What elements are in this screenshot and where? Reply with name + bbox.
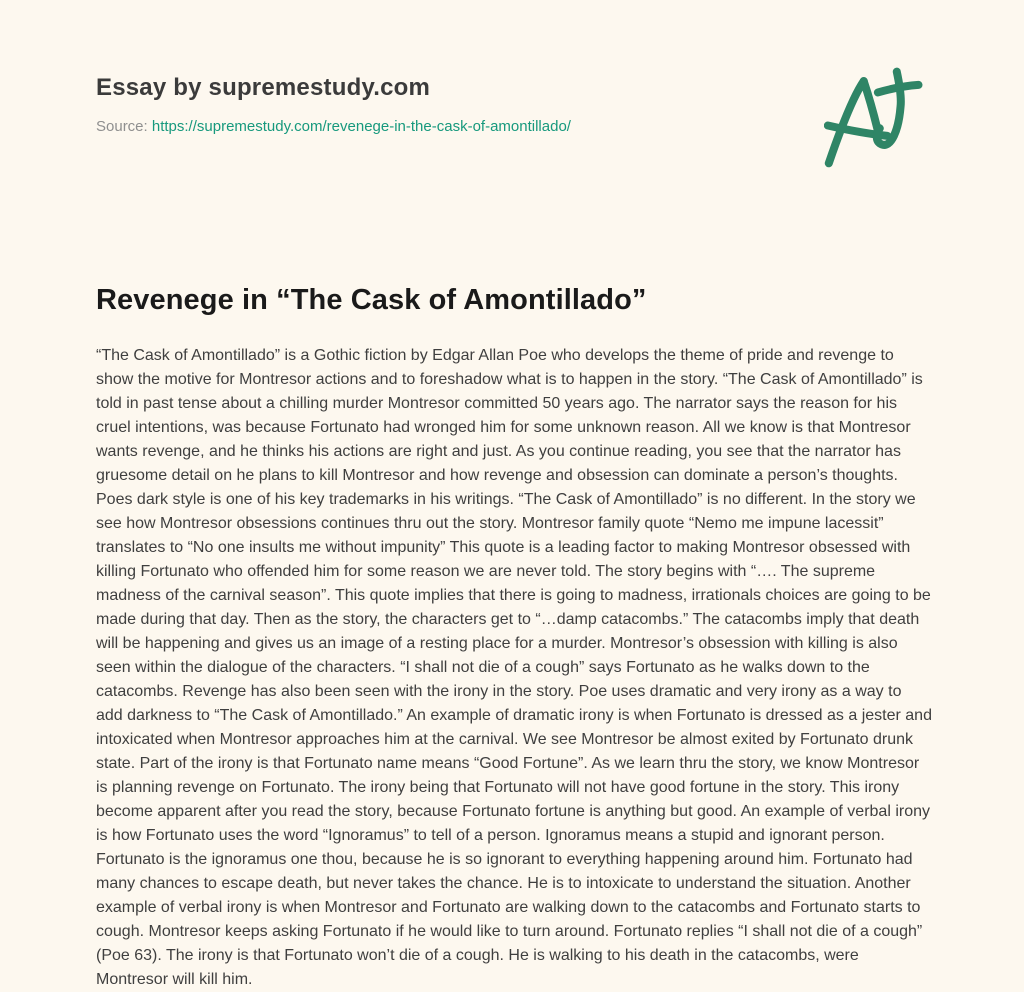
essay-title: Revenege in “The Cask of Amontillado” — [96, 284, 647, 316]
header-text-block — [96, 74, 571, 136]
source-label: Source: — [96, 118, 148, 135]
source-link[interactable]: https://supremestudy.com/revenege-in-the-cask-of-amontillado/ — [151, 118, 571, 135]
byline-heading: Essay by supremestudy.com — [96, 74, 431, 101]
source-line — [96, 118, 571, 136]
page-header — [96, 0, 928, 168]
essay-body: “The Cask of Amontillado” is a Gothic fiction by Edgar Allan Poe who develops the theme of pride and revenge to show the motive for Montresor actions and to foreshadow what is to happen in the story. “The Cask of Amontillado” is told in past tense about a chilling murder Montresor committed 50 years ago. The narrator says the reason for his cruel intentions, was because Fortunato had wronged him for some unknown reason. All we know is that Montresor wants revenge, and he thinks his actions are right and just. As you continue reading, you see that the narrator has gruesome detail on he plans to kill Montresor and how revenge and obsession can dominate a person’s thoughts. Poes dark style is one of his key trademarks in his writings. “The Cask of Amontillado” is no different. In the story we see how Montresor obsessions continues thru out the story. Montresor family quote “Nemo me impune lacessit” translates to “No one insults me without impunity” This quote is a leading factor to making Montresor obsessed with killing Fortunato who offended him for some reason we are never told. The story begins with “…. The supreme madness of the carnival season”. This quote implies that there is going to madness, irrationals choices are going to be made during that day. Then as the story, the characters get to “…damp catacombs.” The catacombs imply that death will be happening and gives us an image of a resting place for a murder. Montresor’s obsession with killing is also seen within the dialogue of the characters. “I shall not die of a cough” says Fortunato as he walks down to the catacombs. Revenge has also been seen with the irony in the story. Poe uses dramatic and very irony as a way to add darkness to “The Cask of Amontillado.” An example of dramatic irony is when Fortunato is dressed as a jester and intoxicated when Montresor approaches him at the carnival. We see Montresor be almost exited by Fortunato drunk state. Part of the irony is that Fortunato name means “Good Fortune”. As we learn thru the story, we know Montresor is planning revenge on Fortunato. The irony being that Fortunato will not have good fortune in the story. This irony become apparent after you read the story, because Fortunato fortune is anything but good. An example of verbal irony is how Fortunato uses the word “Ignoramus” to tell of a person. Ignoramus means a stupid and ignorant person. Fortunato is the ignoramus one thou, because he is so ignorant to everything happening around him. Fortunato had many chances to escape death, but never takes the chance. He is to intoxicate to understand the situation. Another example of verbal irony is when Montresor and Fortunato are walking down to the catacombs and Fortunato starts to cough. Montresor keeps asking Fortunato if he would like to turn around. Fortunato replies “I shall not die of a cough” (Poe 63). The irony is that Fortunato won’t die of a cough. He is walking to his death in the catacombs, were Montresor will kill him. — [96, 347, 932, 988]
a-plus-logo-icon — [824, 66, 928, 168]
